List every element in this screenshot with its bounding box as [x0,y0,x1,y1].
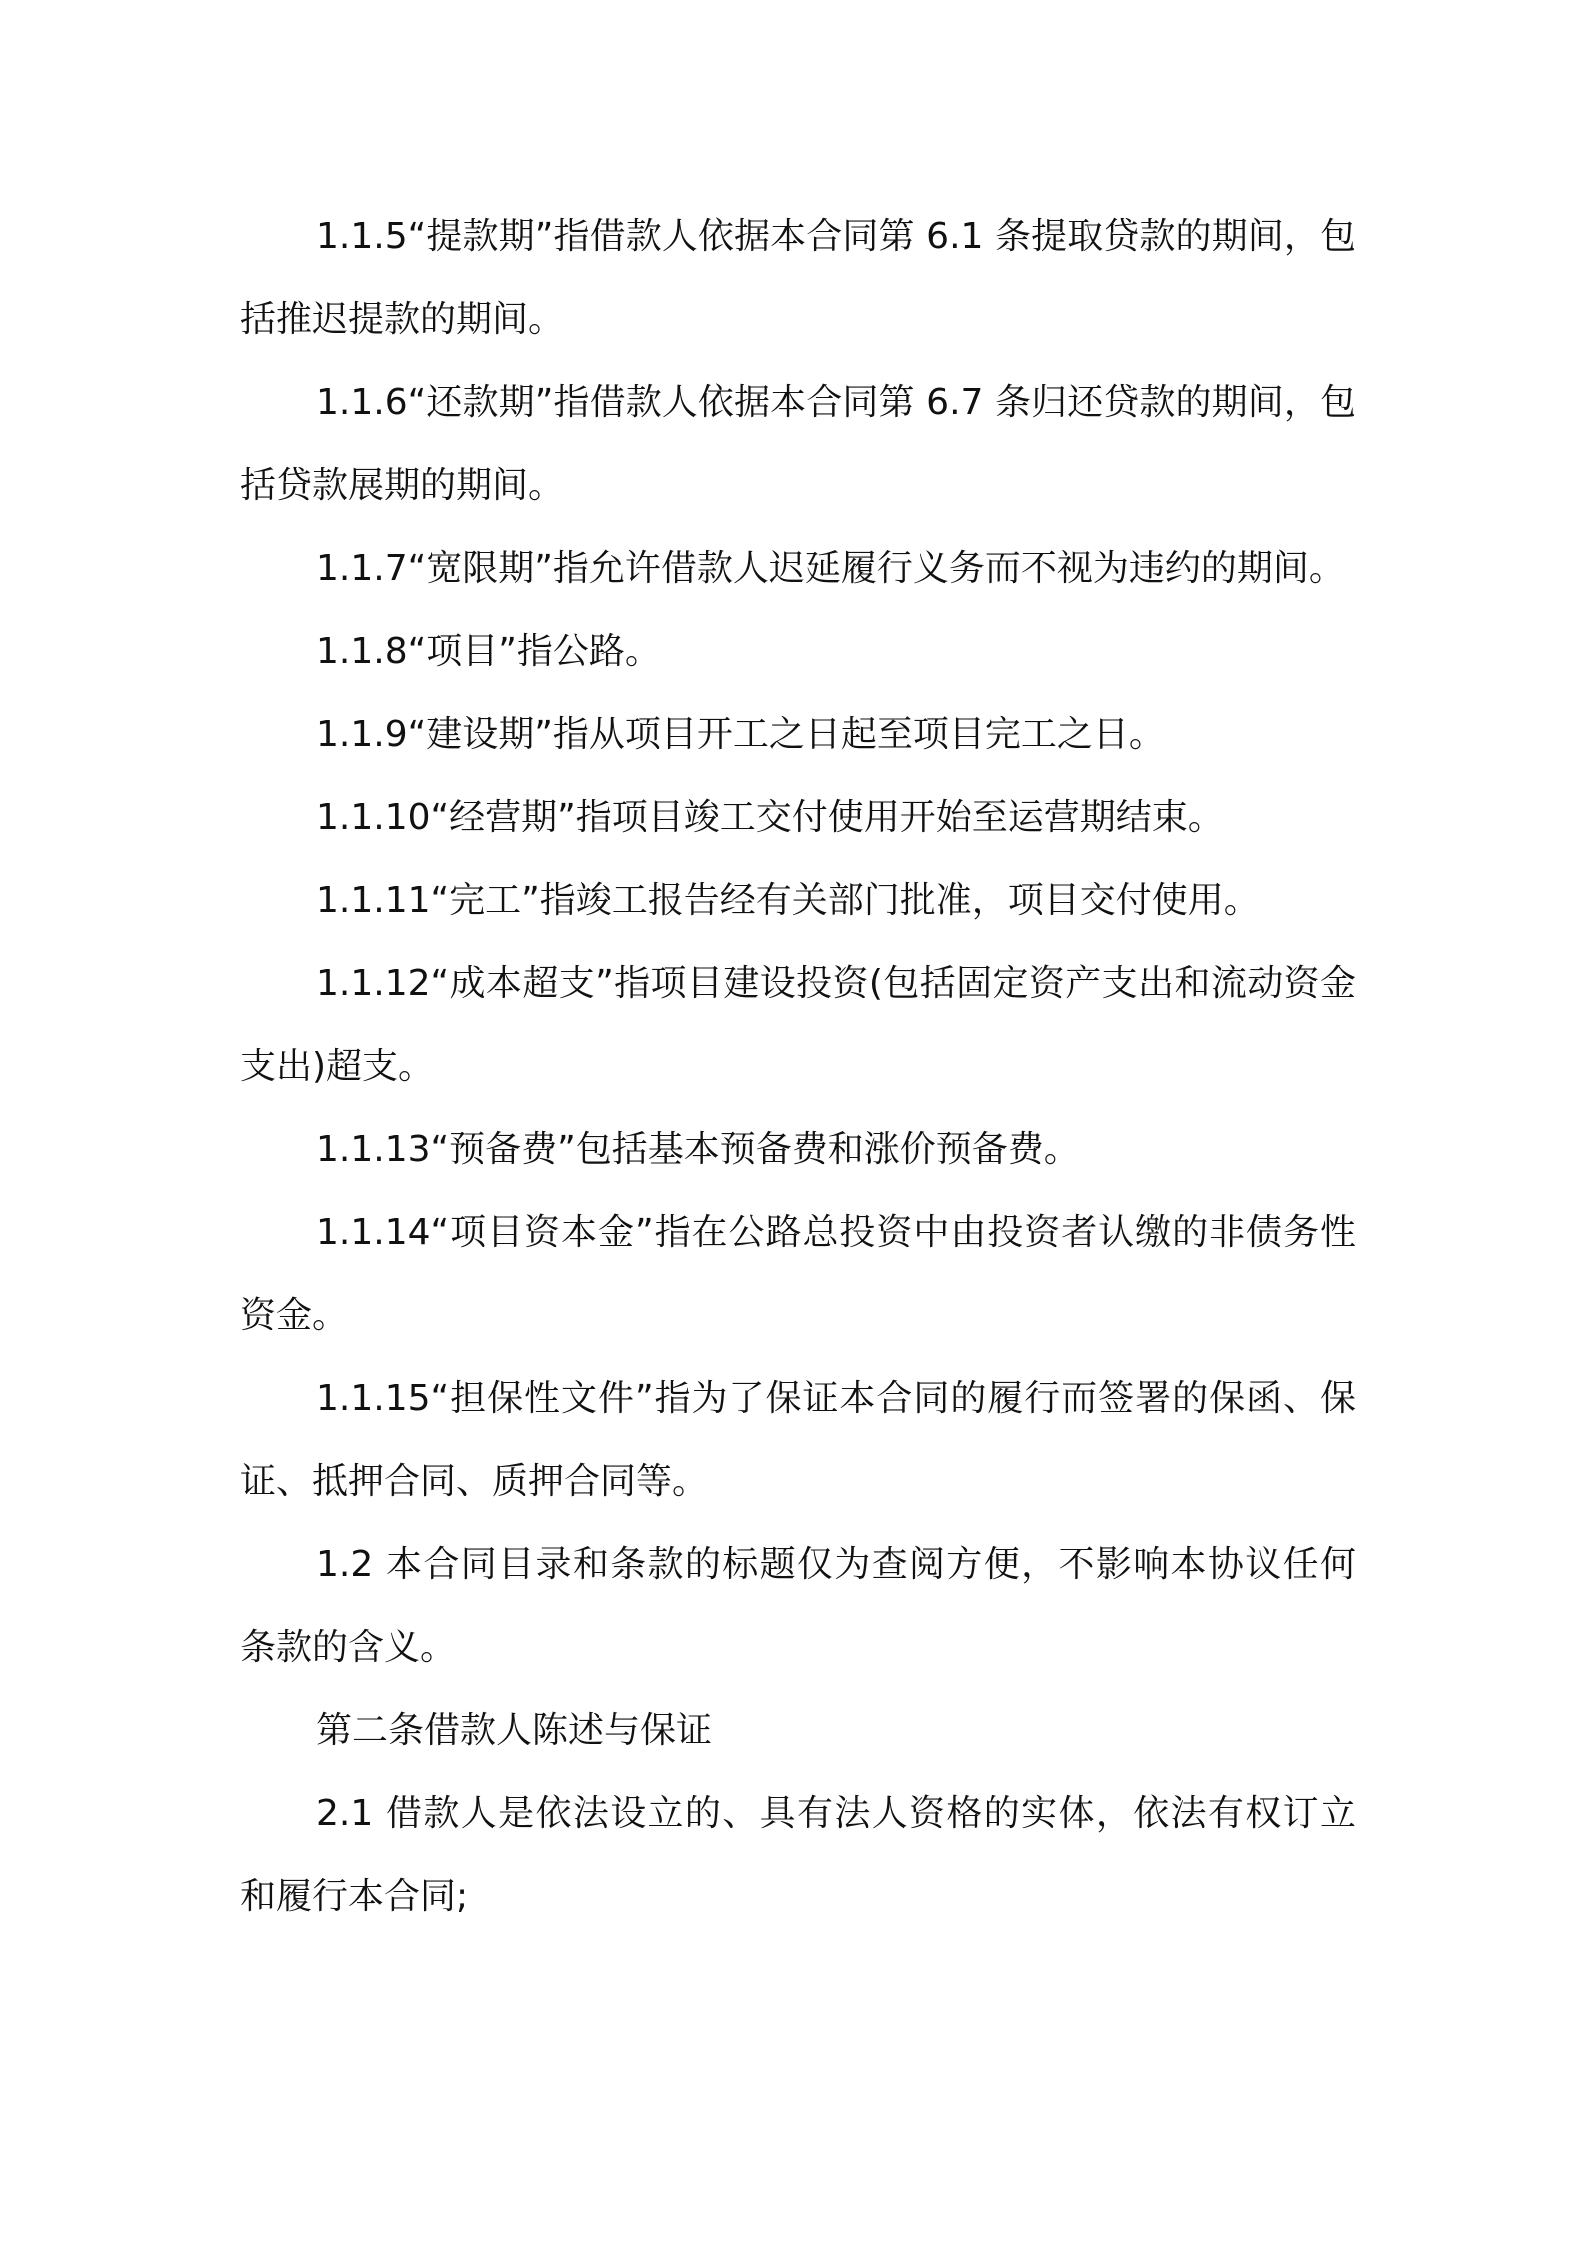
clause-1-1-7: 1.1.7“宽限期”指允许借款人迟延履行义务而不视为违约的期间。 [316,548,1345,589]
clause-1-1-14: 1.1.14“项目资本金”指在公路总投资中由投资者认缴的非债务性资金。 [240,1212,1356,1336]
article-2-heading: 第二条借款人陈述与保证 [316,1710,713,1751]
clause-1-1-5: 1.1.5“提款期”指借款人依据本合同第 6.1 条提取贷款的期间，包括推迟提款的期间。 [240,216,1356,340]
clause-1-1-15: 1.1.15“担保性文件”指为了保证本合同的履行而签署的保函、保证、抵押合同、质押合同等。 [240,1378,1356,1502]
clause-2-1: 2.1 借款人是依法设立的、具有法人资格的实体，依法有权订立和履行本合同; [240,1793,1356,1917]
clause-1-1-6: 1.1.6“还款期”指借款人依据本合同第 6.7 条归还贷款的期间，包括贷款展期的期间。 [240,382,1356,506]
clause-1-2: 1.2 本合同目录和条款的标题仅为查阅方便，不影响本协议任何条款的含义。 [240,1544,1356,1668]
document-body [240,195,1356,1938]
clause-1-1-12: 1.1.12“成本超支”指项目建设投资(包括固定资产支出和流动资金支出)超支。 [240,963,1356,1087]
clause-1-1-10: 1.1.10“经营期”指项目竣工交付使用开始至运营期结束。 [316,797,1224,838]
clause-1-1-13: 1.1.13“预备费”包括基本预备费和涨价预备费。 [316,1129,1080,1170]
clause-1-1-11: 1.1.11“完工”指竣工报告经有关部门批准，项目交付使用。 [316,880,1260,921]
clause-1-1-8: 1.1.8“项目”指公路。 [316,631,661,672]
clause-1-1-9: 1.1.9“建设期”指从项目开工之日起至项目完工之日。 [316,714,1165,755]
